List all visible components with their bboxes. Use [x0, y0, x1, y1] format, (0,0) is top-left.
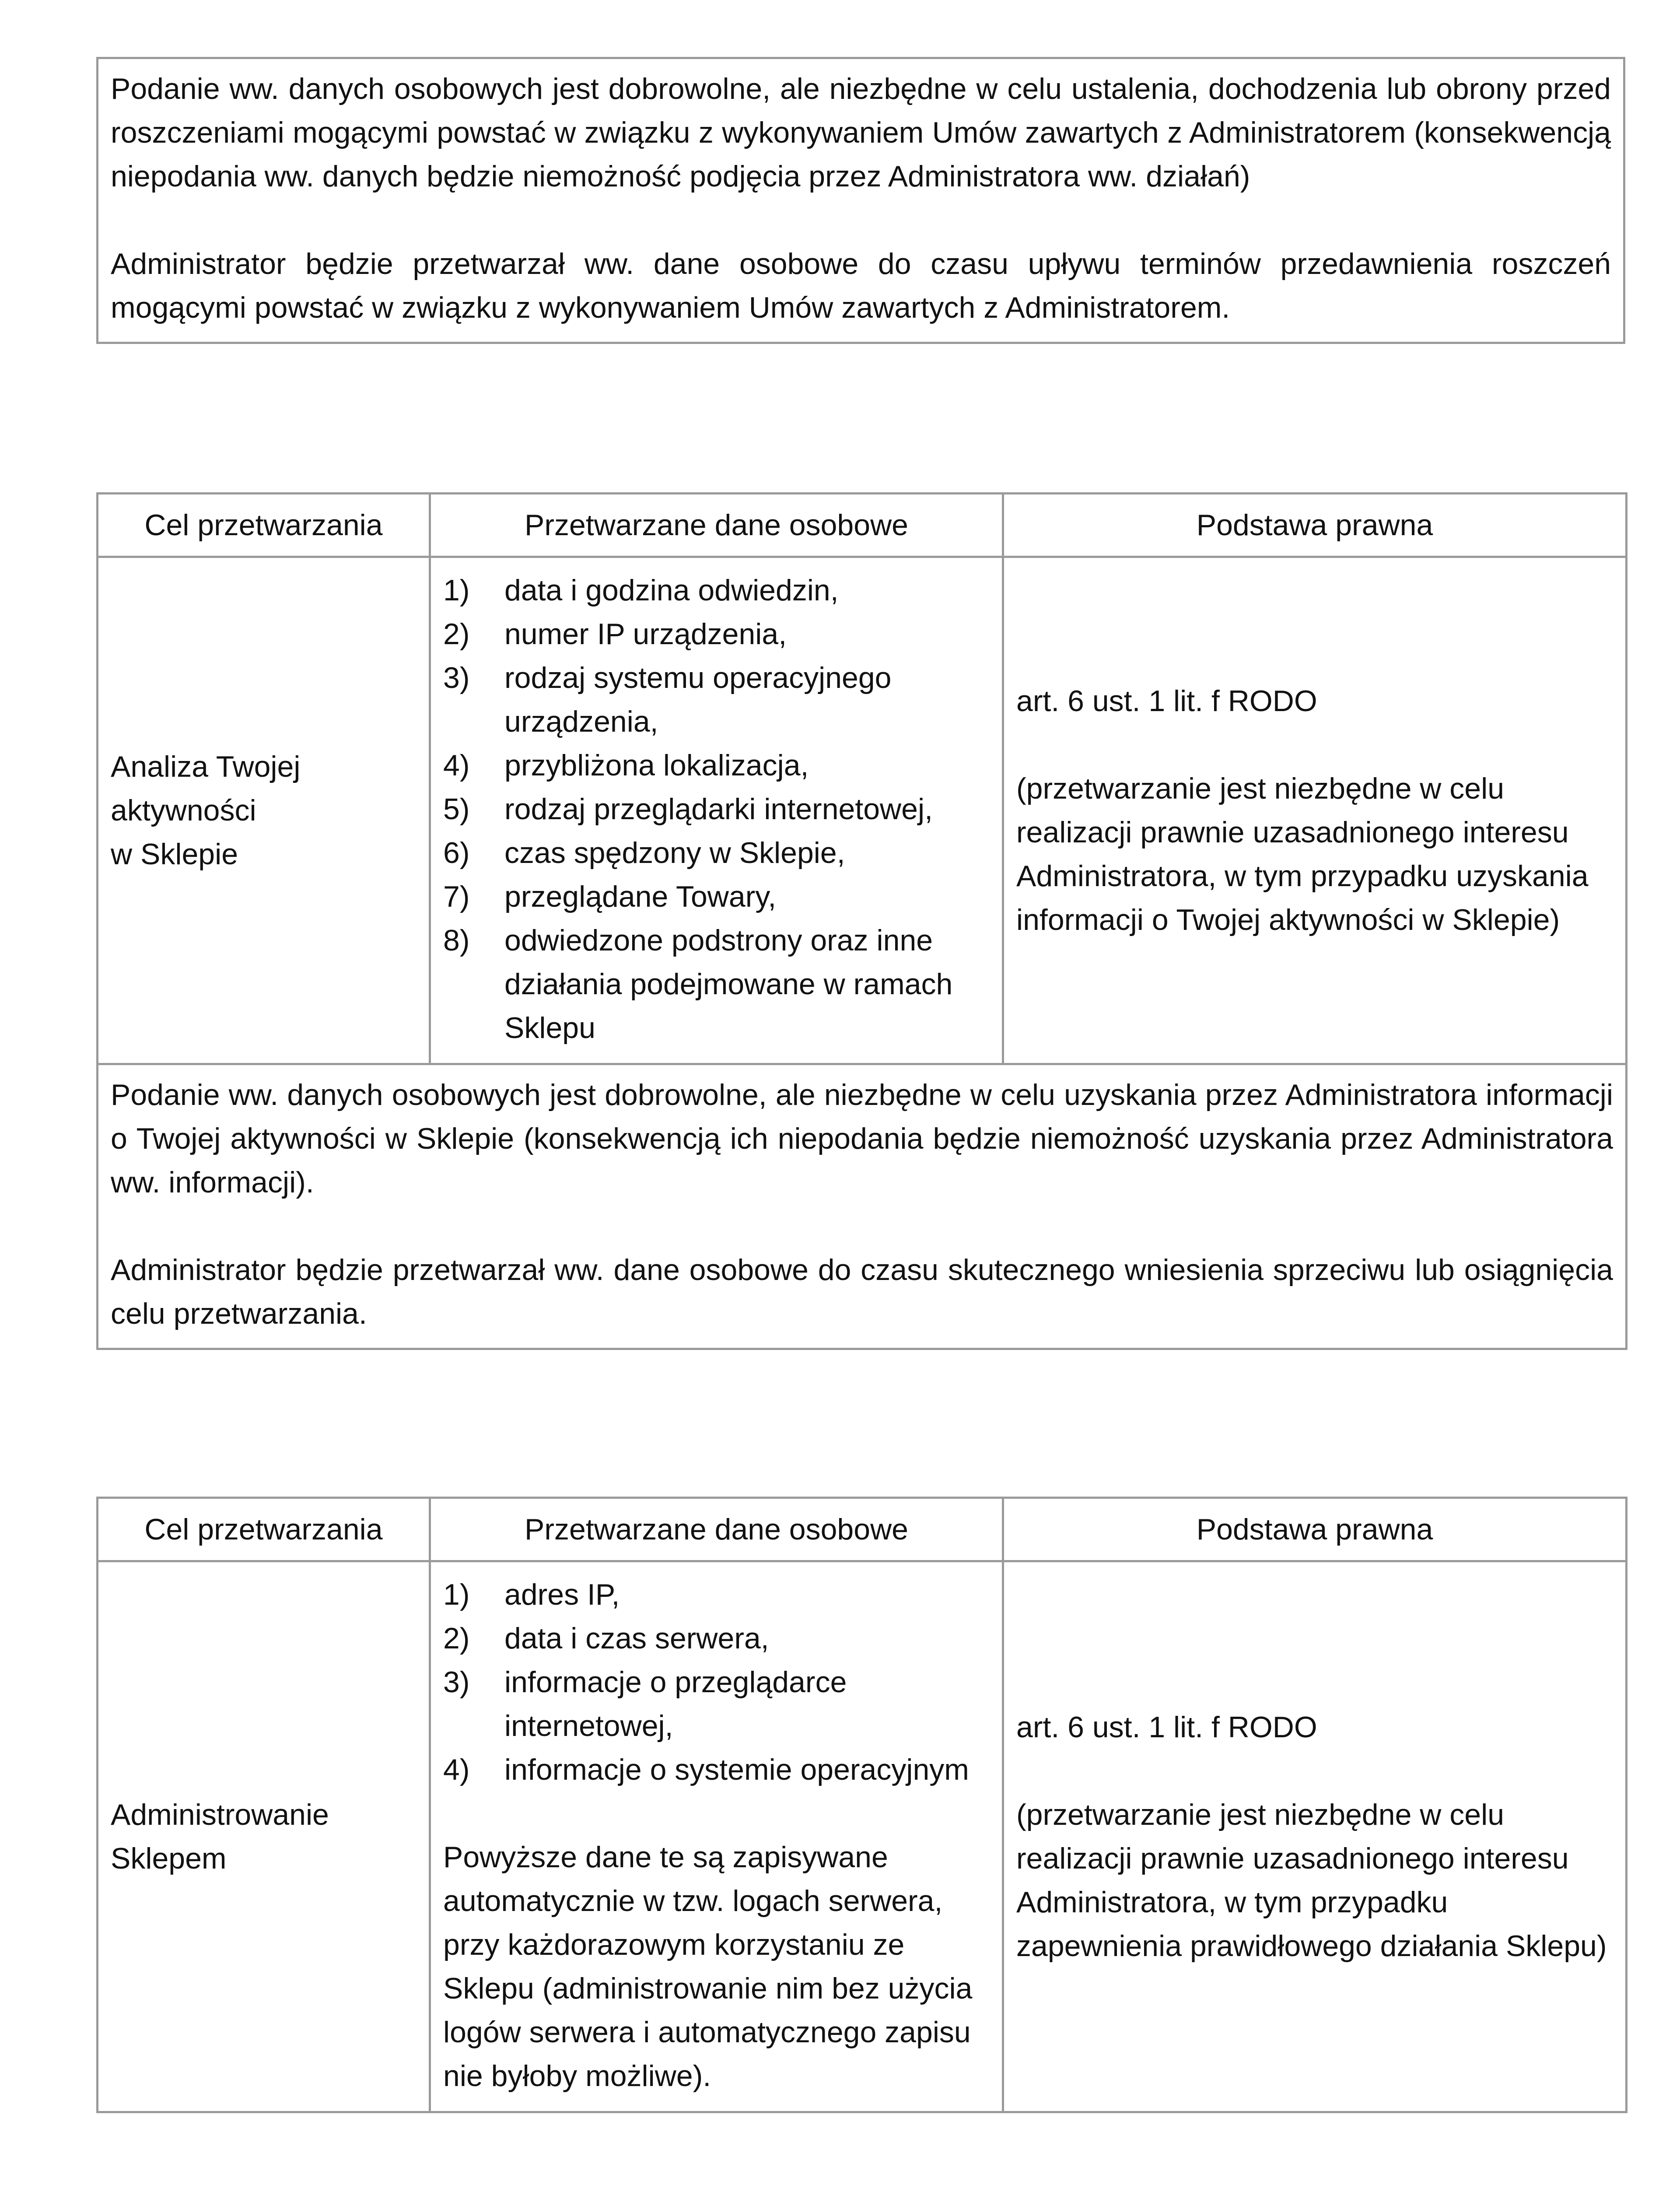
- purpose-line: aktywności: [111, 794, 256, 827]
- header-personal-data: Przetwarzane dane osobowe: [430, 494, 1003, 557]
- processing-table-activity: [96, 492, 1628, 1350]
- list-number: 3): [443, 1666, 470, 1699]
- list-text: informacje o systemie operacyjnym: [504, 1753, 969, 1786]
- header-purpose: Cel przetwarzania: [98, 1498, 430, 1561]
- info-paragraph: Podanie ww. danych osobowych jest dobrowolne, ale niezbędne w celu ustalenia, dochodzenia lub obrony przed roszczeniami mogącymi powstać w związku z wykonywaniem Umów zawartych z Administratorem (konsekwencją niepodania ww. danych będzie niemożność podjęcia przez Administratora ww. działań): [111, 72, 1611, 193]
- purpose-cell: [98, 557, 430, 1064]
- list-number: 2): [443, 617, 470, 651]
- list-text: adres IP,: [504, 1578, 620, 1611]
- table-header-row: [98, 494, 1627, 557]
- list-number: 6): [443, 836, 470, 870]
- legal-basis-cell: [1003, 1561, 1627, 2112]
- personal-data-list: [443, 1573, 990, 1792]
- list-number: 7): [443, 880, 470, 913]
- purpose-line: w Sklepie: [111, 838, 238, 871]
- list-text: numer IP urządzenia,: [504, 617, 787, 651]
- legal-basis-cell: [1003, 557, 1627, 1064]
- list-number: 4): [443, 749, 470, 782]
- personal-data-cell: [430, 557, 1003, 1064]
- list-text: informacje o przeglądarce internetowej,: [504, 1666, 847, 1743]
- list-item: [443, 743, 990, 787]
- list-item: [443, 656, 990, 743]
- header-legal-basis: Podstawa prawna: [1003, 494, 1627, 557]
- list-item: [443, 787, 990, 831]
- table-row: [98, 557, 1627, 1064]
- info-paragraph: Administrator będzie przetwarzał ww. dane osobowe do czasu upływu terminów przedawnienia roszczeń mogącymi powstać w związku z wykonywaniem Umów zawartych z Administratorem.: [111, 247, 1611, 324]
- legal-basis-note: (przetwarzanie jest niezbędne w celu realizacji prawnie uzasadnionego interesu Administratora, w tym przypadku uzyskania informacji o Twojej aktywności w Sklepie): [1016, 772, 1589, 936]
- processing-table-administration: [96, 1497, 1628, 2113]
- spacer: [443, 1792, 990, 1835]
- server-logs-note: Powyższe dane te są zapisywane automatycznie w tzw. logach serwera, przy każdorazowym korzystaniu ze Sklepu (administrowanie nim bez użycia logów serwera i automatycznego zapisu nie byłoby możliwe).: [443, 1841, 973, 2093]
- header-purpose: Cel przetwarzania: [98, 494, 430, 557]
- legal-basis-title: art. 6 ust. 1 lit. f RODO: [1016, 684, 1317, 718]
- list-text: odwiedzone podstrony oraz inne działania podejmowane w ramach Sklepu: [504, 924, 953, 1045]
- purpose-line: Administrowanie: [111, 1798, 329, 1831]
- list-number: 4): [443, 1753, 470, 1786]
- list-item: [443, 612, 990, 656]
- purpose-cell: [98, 1561, 430, 2112]
- table-row: [98, 1561, 1627, 2112]
- list-text: rodzaj przeglądarki internetowej,: [504, 792, 933, 826]
- list-item: [443, 1660, 990, 1748]
- list-text: rodzaj systemu operacyjnego urządzenia,: [504, 661, 892, 738]
- header-legal-basis: Podstawa prawna: [1003, 1498, 1627, 1561]
- list-text: przybliżona lokalizacja,: [504, 749, 809, 782]
- list-number: 8): [443, 924, 470, 957]
- table-row: [98, 1064, 1627, 1349]
- list-text: data i godzina odwiedzin,: [504, 574, 839, 607]
- header-personal-data: Przetwarzane dane osobowe: [430, 1498, 1003, 1561]
- legal-basis-note: (przetwarzanie jest niezbędne w celu realizacji prawnie uzasadnionego interesu Administratora, w tym przypadku zapewnienia prawidłowego działania Sklepu): [1016, 1798, 1607, 1963]
- note-paragraph: Podanie ww. danych osobowych jest dobrowolne, ale niezbędne w celu uzyskania przez Administratora informacji o Twojej aktywności w Sklepie (konsekwencją ich niepodania będzie niemożność uzyskania przez Administratora ww. informacji).: [111, 1078, 1613, 1199]
- list-text: czas spędzony w Sklepie,: [504, 836, 845, 870]
- note-cell: [98, 1064, 1627, 1349]
- legal-basis-title: art. 6 ust. 1 lit. f RODO: [1016, 1711, 1317, 1744]
- list-number: 1): [443, 1578, 470, 1611]
- list-item: [443, 831, 990, 875]
- purpose-line: Analiza Twojej: [111, 750, 301, 783]
- list-item: [443, 919, 990, 1050]
- list-text: przeglądane Towary,: [504, 880, 777, 913]
- list-item: [443, 1573, 990, 1616]
- list-item: [443, 1748, 990, 1792]
- personal-data-list: [443, 568, 990, 1050]
- list-text: data i czas serwera,: [504, 1622, 769, 1655]
- note-paragraph: Administrator będzie przetwarzał ww. dane osobowe do czasu skutecznego wniesienia sprzeciwu lub osiągnięcia celu przetwarzania.: [111, 1253, 1613, 1330]
- retention-info-box: [96, 57, 1625, 344]
- list-number: 3): [443, 661, 470, 694]
- personal-data-cell: [430, 1561, 1003, 2112]
- table-header-row: [98, 1498, 1627, 1561]
- list-number: 2): [443, 1622, 470, 1655]
- retention-info-cell: [98, 58, 1624, 343]
- purpose-line: Sklepem: [111, 1842, 227, 1875]
- list-item: [443, 875, 990, 919]
- list-number: 5): [443, 792, 470, 826]
- list-item: [443, 1616, 990, 1660]
- list-number: 1): [443, 574, 470, 607]
- list-item: [443, 568, 990, 612]
